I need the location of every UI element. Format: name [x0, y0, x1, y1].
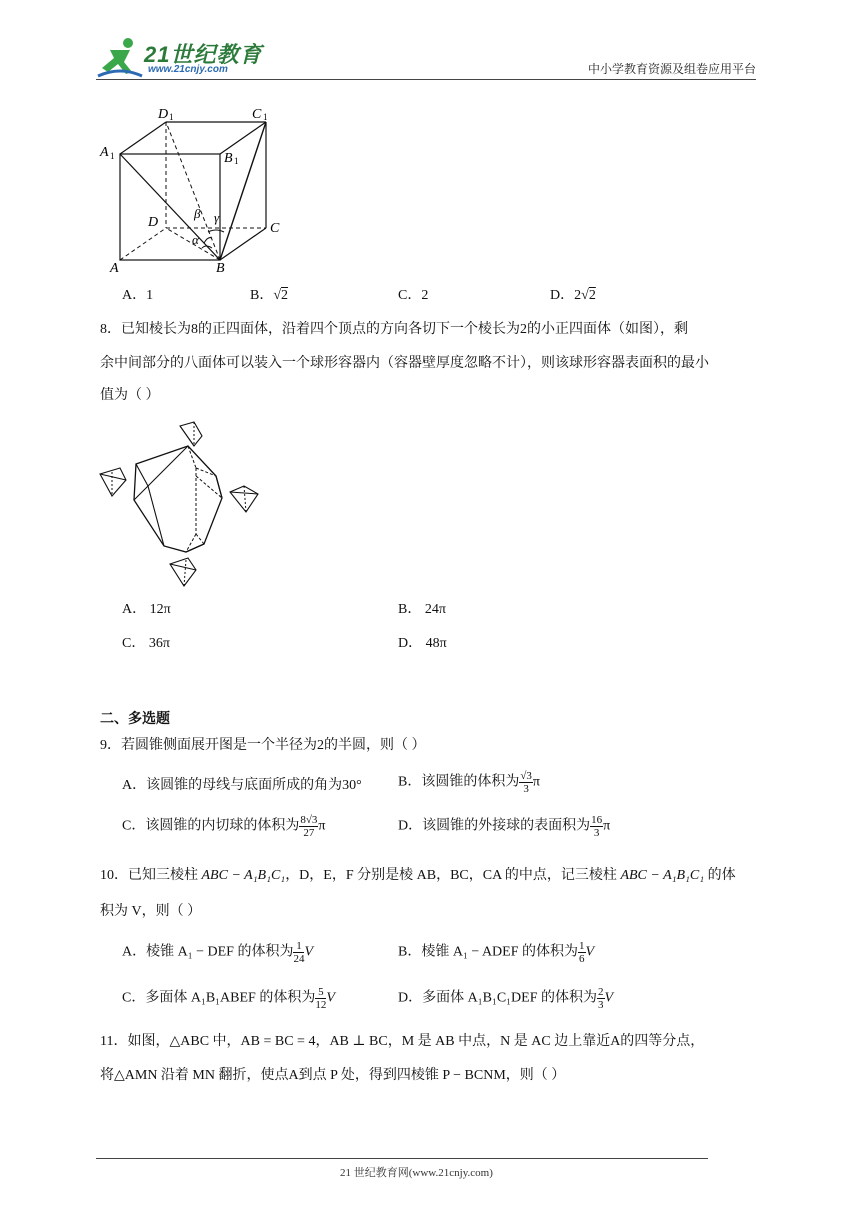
header-logo: [96, 36, 266, 80]
label-A: A: [110, 261, 119, 276]
q10-option-c: C．多面体 A₁B₁ABEF 的体积为 $\frac{5}{12}$ V: [122, 986, 335, 1011]
q9-option-c: C．该圆锥的内切球的体积为 $\frac{8√3}{27}$ π: [122, 814, 326, 839]
q7-option-b-label: B．: [250, 288, 274, 303]
q11-line2: 将△AMN 沿着 MN 翻折，使点A到点 P 处，得到四棱锥 P − BCNM，则（ ）: [100, 1068, 566, 1083]
label-D1: D: [158, 107, 169, 122]
cube-figure: [96, 98, 296, 278]
q7-option-b-sqrt: √2: [273, 288, 289, 303]
svg-text:1: 1: [234, 156, 239, 166]
q7-option-b: [250, 286, 288, 306]
logo-text: 21世纪教育: [144, 42, 263, 67]
header-platform-title: 中小学教育资源及组卷应用平台: [587, 62, 756, 76]
section-title-multi-choice: 二、多选题: [100, 710, 170, 726]
label-gamma: γ: [214, 210, 220, 225]
truncated-tetrahedron-figure: [96, 416, 266, 592]
q9-option-d: D．该圆锥的外接球的表面积为 $\frac{16}{3}$ π: [398, 814, 611, 839]
logo-runner-icon: [96, 36, 144, 80]
label-C1: C: [252, 107, 262, 122]
q8-line2: 余中间部分的八面体可以装入一个球形容器内（容器壁厚度忽略不计），则该球形容器表面积的最小: [100, 356, 709, 371]
q10-option-a: A．棱锥 A₁ − DEF 的体积为 $\frac{1}{24}$ V: [122, 940, 314, 965]
label-A1: A: [100, 145, 109, 160]
label-beta: β: [194, 206, 201, 221]
q7-option-d-sqrt: 2: [588, 288, 596, 303]
q8-line3: 值为（ ）: [100, 388, 160, 403]
q10-b-fraction: $\frac{1}{6}$: [579, 940, 585, 965]
svg-text:1: 1: [110, 151, 115, 161]
q8-option-b: B． 24π: [398, 602, 446, 617]
label-B: B: [216, 261, 225, 276]
q10-line2: 积为 V，则（ ）: [100, 904, 202, 919]
svg-text:1: 1: [169, 112, 174, 122]
q7-option-c: C．2: [398, 288, 429, 303]
footer-site-link[interactable]: 21 世纪教育网(www.21cnjy.com): [340, 1167, 493, 1179]
q10-option-d: D．多面体 A₁B₁C₁DEF 的体积为 $\frac{2}{3}$ V: [398, 986, 614, 1011]
q8-option-a: A． 12π: [122, 602, 171, 617]
label-B1: B: [224, 151, 233, 166]
q8-line1: 8．已知棱长为8的正四面体，沿着四个顶点的方向各切下一个棱长为2的小正四面体（如图），剩: [100, 322, 688, 337]
q7-option-a: A．1: [122, 288, 154, 303]
q9-d-fraction: $\frac{16}{3}$: [591, 814, 603, 839]
q9-c-fraction: $\frac{8√3}{27}$: [300, 814, 318, 839]
q10-line1: 10．已知三棱柱 ABC − A₁B₁C₁，D，E，F 分别是棱 AB，BC，CA 的中点，记三棱柱 ABC − A₁B₁C₁ 的体: [100, 868, 736, 883]
q10-option-b: B．棱锥 A₁ − ADEF 的体积为 $\frac{1}{6}$ V: [398, 940, 595, 965]
header-rule: [96, 79, 756, 80]
q7-option-d-label: D．: [550, 288, 575, 303]
footer-rule: [96, 1158, 708, 1159]
q7-option-d: D．2√2: [550, 288, 596, 303]
q10-d-fraction: $\frac{2}{3}$: [598, 986, 604, 1011]
q8-option-c: C． 36π: [122, 636, 170, 651]
q9-option-b: B．该圆锥的体积为 $\frac{√3}{3}$ π: [398, 770, 540, 795]
label-alpha: α: [192, 232, 199, 247]
q8-option-d: D． 48π: [398, 636, 447, 651]
label-D: D: [148, 215, 159, 230]
label-C: C: [270, 221, 280, 236]
q9-stem: 9．若圆锥侧面展开图是一个半径为2的半圆，则（ ）: [100, 738, 426, 753]
logo-url: www.21cnjy.com: [148, 64, 228, 75]
q9-option-a: A．该圆锥的母线与底面所成的角为30°: [122, 778, 362, 793]
svg-text:1: 1: [263, 112, 268, 122]
q10-c-fraction: $\frac{5}{12}$: [315, 986, 327, 1011]
q9-b-fraction: $\frac{√3}{3}$: [520, 770, 532, 795]
q11-line1: 11．如图，△ABC 中，AB = BC = 4，AB ⊥ BC，M 是 AB 中点，N 是 AC 边上靠近A的四等分点，: [100, 1034, 705, 1049]
q10-a-fraction: $\frac{1}{24}$: [293, 940, 305, 965]
